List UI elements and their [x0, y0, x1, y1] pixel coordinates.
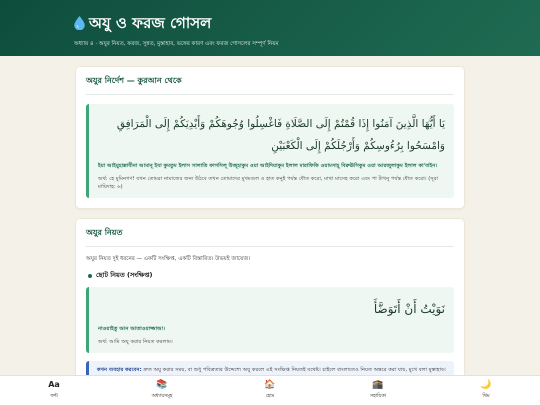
niyat-transliteration: নাওয়াইতু আন আতাওয়াজ্জাআ। — [98, 326, 166, 332]
bullet-icon — [88, 274, 92, 278]
niyat-card — [75, 218, 465, 390]
niyat-card-title: অযুর নিয়ত — [86, 227, 454, 247]
nav-item-guide[interactable] — [348, 380, 408, 401]
nav-item-theme[interactable] — [456, 380, 516, 401]
nav-item-home[interactable] — [240, 380, 300, 401]
bottom-nav — [0, 375, 540, 405]
home-icon: 🏠 — [264, 380, 276, 390]
header-title-row — [74, 14, 540, 32]
short-niyat-box — [86, 287, 454, 353]
moon-icon: 🌙 — [480, 380, 492, 390]
font-size-icon: Aa — [48, 380, 60, 389]
main-content — [75, 66, 465, 399]
nav-label-guide: সহায়িকা — [369, 394, 387, 399]
nav-item-chapters[interactable] — [132, 380, 192, 401]
niyat-meaning: অর্থ: আমি অযু করার নিয়ত করলাম। — [98, 339, 173, 345]
books-icon: 📚 — [156, 380, 168, 390]
short-niyat-heading — [88, 270, 454, 281]
nav-label-theme: থিম — [482, 394, 490, 399]
page-header — [0, 0, 540, 56]
nav-label-home: হোম — [265, 394, 275, 399]
quran-meaning: অর্থ: হে মুমিনগণ! যখন তোমরা নামাজের জন্য উঠবে তখন তোমাদের মুখমণ্ডল ও হাত কনুই পর্যন্ত ধৌত করো, মাথা মাসেহ করো এবং পা টাখনু পর্যন্ত ধৌত করো। (সূরা মায়িদাহ: ৬) — [98, 176, 439, 190]
niyat-arabic-text: نَوَيْتُ أَنْ أَتَوَضَّأَ — [373, 302, 445, 316]
nav-item-font[interactable] — [24, 380, 84, 401]
niyat-intro: অযুর নিয়ত দুই ধরনের — একটি সংক্ষিপ্ত, একটি বিস্তারিত। উভয়ই জায়েজ। — [86, 256, 251, 262]
page-subtitle: অধ্যায় ৪ · অযুর নিয়ত, ফরজ, সুন্নত, মুস্তাহাব, ভঙ্গের কারণ এবং ফরজ গোসলের সম্পূর্ণ নিয়ম — [74, 41, 279, 47]
water-drop-icon — [74, 16, 85, 30]
quran-arabic-text: يَا أَيُّهَا الَّذِينَ آمَنُوا إِذَا قُمْتُمْ إِلَى الصَّلَاةِ فَاغْسِلُوا وُجُوهَكُمْ وَأَيْدِيَكُمْ إِلَى الْمَرَافِقِ وَامْسَحُوا بِرُءُوسِكُمْ وَأَرْجُلَكُمْ إِلَى الْكَعْبَيْنِ — [116, 118, 445, 152]
mosque-icon: 🕋 — [372, 380, 384, 390]
quran-card — [75, 66, 465, 209]
nav-label-font: ফন্ট — [50, 394, 58, 399]
quran-transliteration: ইয়া আইয়ুহাল্লাযীনা আমানূ ইযা কুমতুম ইলাস সালাতি ফাগসিলূ উজূহাকুম ওয়া আইদিয়াকুম ইলাল মারাফিকি ওয়ামসাহূ বিরুঊসিকুম ওয়া আরজুলাকুম ইলাল কা'বাইন। — [98, 163, 438, 169]
quran-verse-box — [86, 104, 454, 198]
short-niyat-heading-label: ছোট নিয়ত (সংক্ষিপ্ত) — [96, 271, 153, 279]
page-title: অযু ও ফরজ গোসল — [89, 14, 212, 32]
usage-note-label: কখন ব্যবহার করবেন: — [97, 367, 142, 373]
quran-card-title: অযুর নির্দেশ — কুরআন থেকে — [86, 75, 454, 95]
usage-note-text: দ্রুত অযু করার সময়, বা শুধু পবিত্রতার উদ্দেশ্যে অযু করলে এই সংক্ষিপ্ত নিয়তই যথেষ্ট। চাইলে বাংলাতেও নিয়ত অন্তরে করা যায়, মুখে বলা মুস্তাহাব। — [143, 367, 446, 373]
nav-label-chapters: অধ্যায়সমূহ — [151, 394, 173, 399]
